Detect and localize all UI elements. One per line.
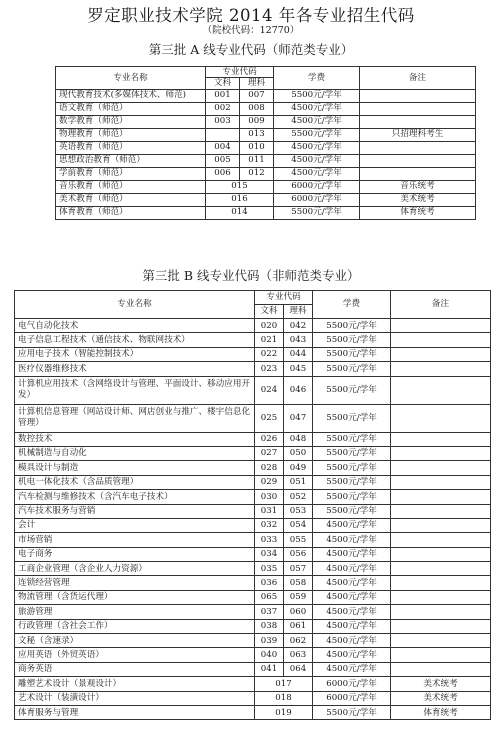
note-cell (391, 619, 491, 633)
tuition-cell: 5500元/学年 (313, 461, 391, 475)
science-code-cell: 059 (284, 590, 313, 604)
note-cell: 只招理科考生 (360, 128, 476, 141)
note-cell (391, 376, 491, 404)
note-cell (391, 533, 491, 547)
major-name-cell: 体育教育（师范） (56, 206, 206, 219)
note-cell (391, 362, 491, 376)
major-name-cell: 工商企业管理（含企业人力资源） (15, 562, 255, 576)
major-name-cell: 汽车检测与维修技术（含汽车电子技术） (15, 490, 255, 504)
note-cell (391, 319, 491, 333)
major-name-cell: 应用电子技术（智能控制技术） (15, 347, 255, 361)
tuition-cell: 5500元/学年 (313, 404, 391, 432)
table-row (56, 154, 476, 167)
table-row (56, 180, 476, 193)
table-row (15, 677, 491, 691)
header-fee: 学费 (313, 291, 391, 319)
tuition-cell: 4500元/学年 (313, 533, 391, 547)
major-name-cell: 文秘（含速录） (15, 634, 255, 648)
note-cell (391, 590, 491, 604)
table-row (15, 605, 491, 619)
major-name-cell: 学前教育（师范） (56, 167, 206, 180)
arts-code-cell: 020 (255, 319, 284, 333)
science-code-cell: 055 (284, 533, 313, 547)
science-code-cell: 052 (284, 490, 313, 504)
arts-code-cell (206, 128, 240, 141)
table-row (56, 206, 476, 219)
major-name-cell: 音乐教育（师范） (56, 180, 206, 193)
table-row (15, 562, 491, 576)
table-row (56, 167, 476, 180)
arts-code-cell: 035 (255, 562, 284, 576)
header-science: 理科 (284, 305, 313, 319)
arts-code-cell: 037 (255, 605, 284, 619)
tuition-cell: 4500元/学年 (313, 576, 391, 590)
major-name-cell: 英语教育（师范） (56, 141, 206, 154)
note-cell (391, 432, 491, 446)
arts-code-cell: 029 (255, 475, 284, 489)
arts-code-cell: 024 (255, 376, 284, 404)
note-cell: 体育统考 (360, 206, 476, 219)
arts-code-cell: 036 (255, 576, 284, 590)
note-cell (391, 518, 491, 532)
tuition-cell: 5500元/学年 (313, 319, 391, 333)
tuition-cell: 5500元/学年 (313, 376, 391, 404)
note-cell: 音乐统考 (360, 180, 476, 193)
section-b-table (14, 290, 491, 720)
tuition-cell: 5500元/学年 (313, 490, 391, 504)
arts-code-cell: 026 (255, 432, 284, 446)
arts-code-cell: 002 (206, 102, 240, 115)
arts-code-cell: 028 (255, 461, 284, 475)
note-cell (360, 89, 476, 102)
note-cell: 美术统考 (391, 677, 491, 691)
tuition-cell: 4500元/学年 (274, 115, 360, 128)
table-row (15, 547, 491, 561)
note-cell (391, 504, 491, 518)
table-row (15, 475, 491, 489)
arts-code-cell: 001 (206, 89, 240, 102)
major-name-cell: 物理教育（师范） (56, 128, 206, 141)
major-name-cell: 体育服务与管理 (15, 705, 255, 719)
major-name-cell: 美术教育（师范） (56, 193, 206, 206)
note-cell (391, 547, 491, 561)
tuition-cell: 5500元/学年 (313, 504, 391, 518)
arts-code-cell: 023 (255, 362, 284, 376)
table-row (56, 115, 476, 128)
major-name-cell: 数控技术 (15, 432, 255, 446)
major-name-cell: 模具设计与制造 (15, 461, 255, 475)
arts-code-cell: 030 (255, 490, 284, 504)
table-row (15, 362, 491, 376)
table-row (15, 319, 491, 333)
major-name-cell: 思想政治教育（师范） (56, 154, 206, 167)
table-row (15, 347, 491, 361)
table-row (15, 376, 491, 404)
arts-code-cell: 041 (255, 662, 284, 676)
science-code-cell: 045 (284, 362, 313, 376)
note-cell (360, 167, 476, 180)
section-a-heading: 第三批 A 线专业代码（师范类专业） (148, 42, 354, 57)
major-name-cell: 语文教育（师范） (56, 102, 206, 115)
science-code-cell: 044 (284, 347, 313, 361)
arts-code-cell: 065 (255, 590, 284, 604)
note-cell: 体育统考 (391, 705, 491, 719)
science-code-cell: 051 (284, 475, 313, 489)
tuition-cell: 4500元/学年 (313, 590, 391, 604)
major-name-cell: 电子信息工程技术（通信技术、物联网技术） (15, 333, 255, 347)
major-name-cell: 电子商务 (15, 547, 255, 561)
major-name-cell: 机电一体化技术（含品质管理） (15, 475, 255, 489)
table-row (15, 432, 491, 446)
header-fee: 学费 (274, 67, 360, 90)
note-cell (391, 576, 491, 590)
science-code-cell: 007 (240, 89, 274, 102)
science-code-cell: 063 (284, 648, 313, 662)
table-row (15, 333, 491, 347)
major-name-cell: 市场营销 (15, 533, 255, 547)
header-science: 理科 (240, 78, 274, 89)
science-code-cell: 046 (284, 376, 313, 404)
major-code-cell: 015 (206, 180, 274, 193)
note-cell (391, 662, 491, 676)
tuition-cell: 4500元/学年 (313, 662, 391, 676)
tuition-cell: 5500元/学年 (313, 333, 391, 347)
tuition-cell: 4500元/学年 (274, 141, 360, 154)
science-code-cell: 050 (284, 446, 313, 460)
tuition-cell: 4500元/学年 (313, 619, 391, 633)
header-name: 专业名称 (15, 291, 255, 319)
science-code-cell: 008 (240, 102, 274, 115)
section-b-heading: 第三批 B 线专业代码（非师范类专业） (142, 268, 360, 283)
note-cell (391, 634, 491, 648)
major-code-cell: 014 (206, 206, 274, 219)
science-code-cell: 053 (284, 504, 313, 518)
tuition-cell: 6000元/学年 (274, 193, 360, 206)
major-code-cell: 016 (206, 193, 274, 206)
tuition-cell: 5500元/学年 (274, 206, 360, 219)
major-name-cell: 旅游管理 (15, 605, 255, 619)
science-code-cell: 043 (284, 333, 313, 347)
major-name-cell: 行政管理（含社会工作） (15, 619, 255, 633)
arts-code-cell: 033 (255, 533, 284, 547)
table-row (56, 141, 476, 154)
school-code: （院校代码：12770） (202, 25, 300, 36)
note-cell (391, 404, 491, 432)
major-code-cell: 019 (255, 705, 313, 719)
note-cell (391, 490, 491, 504)
table-row (56, 89, 476, 102)
note-cell (391, 605, 491, 619)
table-row (15, 404, 491, 432)
science-code-cell: 056 (284, 547, 313, 561)
table-row (15, 446, 491, 460)
tuition-cell: 4500元/学年 (313, 547, 391, 561)
header-code: 专业代码 (206, 67, 274, 78)
arts-code-cell: 027 (255, 446, 284, 460)
table-row (15, 533, 491, 547)
header-note: 备注 (391, 291, 491, 319)
table-row (15, 504, 491, 518)
tuition-cell: 5500元/学年 (313, 362, 391, 376)
tuition-cell: 5500元/学年 (313, 475, 391, 489)
tuition-cell: 4500元/学年 (313, 518, 391, 532)
major-name-cell: 汽车技术服务与营销 (15, 504, 255, 518)
major-name-cell: 商务英语 (15, 662, 255, 676)
header-arts: 文科 (255, 305, 284, 319)
header-arts: 文科 (206, 78, 240, 89)
major-name-cell: 应用英语（外贸英语） (15, 648, 255, 662)
major-name-cell: 计算机应用技术（含网络设计与管理、平面设计、移动应用开发） (15, 376, 255, 404)
arts-code-cell: 003 (206, 115, 240, 128)
tuition-cell: 4500元/学年 (274, 167, 360, 180)
science-code-cell: 054 (284, 518, 313, 532)
table-row (56, 193, 476, 206)
arts-code-cell: 034 (255, 547, 284, 561)
note-cell: 美术统考 (391, 691, 491, 705)
major-name-cell: 物流管理（含货运代理） (15, 590, 255, 604)
science-code-cell: 011 (240, 154, 274, 167)
table-row (15, 691, 491, 705)
arts-code-cell: 038 (255, 619, 284, 633)
major-name-cell: 电气自动化技术 (15, 319, 255, 333)
major-name-cell: 机械制造与自动化 (15, 446, 255, 460)
note-cell (391, 333, 491, 347)
table-row (15, 662, 491, 676)
note-cell (391, 475, 491, 489)
tuition-cell: 4500元/学年 (313, 648, 391, 662)
tuition-cell: 4500元/学年 (274, 154, 360, 167)
tuition-cell: 6000元/学年 (313, 677, 391, 691)
header-note: 备注 (360, 67, 476, 90)
note-cell (360, 102, 476, 115)
science-code-cell: 049 (284, 461, 313, 475)
tuition-cell: 4500元/学年 (313, 634, 391, 648)
tuition-cell: 4500元/学年 (313, 562, 391, 576)
science-code-cell: 047 (284, 404, 313, 432)
table-row (15, 490, 491, 504)
header-code: 专业代码 (255, 291, 313, 305)
arts-code-cell: 025 (255, 404, 284, 432)
science-code-cell: 012 (240, 167, 274, 180)
note-cell (360, 154, 476, 167)
note-cell (391, 347, 491, 361)
science-code-cell: 058 (284, 576, 313, 590)
science-code-cell: 061 (284, 619, 313, 633)
tuition-cell: 5500元/学年 (313, 432, 391, 446)
arts-code-cell: 021 (255, 333, 284, 347)
major-name-cell: 数学教育（师范） (56, 115, 206, 128)
arts-code-cell: 022 (255, 347, 284, 361)
major-name-cell: 艺术设计（装潢设计） (15, 691, 255, 705)
major-name-cell: 连锁经营管理 (15, 576, 255, 590)
table-row (15, 619, 491, 633)
table-row (15, 648, 491, 662)
note-cell: 美术统考 (360, 193, 476, 206)
science-code-cell: 042 (284, 319, 313, 333)
table-row (15, 705, 491, 719)
tuition-cell: 6000元/学年 (313, 691, 391, 705)
major-code-cell: 017 (255, 677, 313, 691)
major-name-cell: 计算机信息管理（网站设计师、网店创业与推广、楼宇信息化管理） (15, 404, 255, 432)
science-code-cell: 013 (240, 128, 274, 141)
note-cell (360, 141, 476, 154)
arts-code-cell: 005 (206, 154, 240, 167)
tuition-cell: 5500元/学年 (313, 347, 391, 361)
tuition-cell: 5500元/学年 (274, 128, 360, 141)
arts-code-cell: 006 (206, 167, 240, 180)
tuition-cell: 6000元/学年 (274, 180, 360, 193)
major-name-cell: 雕塑艺术设计（景观设计） (15, 677, 255, 691)
science-code-cell: 057 (284, 562, 313, 576)
table-row (56, 102, 476, 115)
major-name-cell: 医疗仪器维修技术 (15, 362, 255, 376)
document-title: 罗定职业技术学院 2014 年各专业招生代码 (87, 6, 415, 25)
arts-code-cell: 032 (255, 518, 284, 532)
section-a-table (55, 66, 476, 220)
tuition-cell: 4500元/学年 (274, 102, 360, 115)
tuition-cell: 5500元/学年 (274, 89, 360, 102)
tuition-cell: 5500元/学年 (313, 446, 391, 460)
science-code-cell: 060 (284, 605, 313, 619)
note-cell (391, 562, 491, 576)
table-row (15, 518, 491, 532)
arts-code-cell: 031 (255, 504, 284, 518)
note-cell (391, 648, 491, 662)
major-name-cell: 现代教育技术(多媒体技术、师范) (56, 89, 206, 102)
major-name-cell: 会计 (15, 518, 255, 532)
arts-code-cell: 039 (255, 634, 284, 648)
table-row (15, 634, 491, 648)
tuition-cell: 5500元/学年 (313, 705, 391, 719)
header-name: 专业名称 (56, 67, 206, 90)
table-row (15, 461, 491, 475)
science-code-cell: 009 (240, 115, 274, 128)
science-code-cell: 048 (284, 432, 313, 446)
note-cell (360, 115, 476, 128)
tuition-cell: 4500元/学年 (313, 605, 391, 619)
note-cell (391, 461, 491, 475)
science-code-cell: 010 (240, 141, 274, 154)
table-row (15, 576, 491, 590)
arts-code-cell: 040 (255, 648, 284, 662)
science-code-cell: 062 (284, 634, 313, 648)
science-code-cell: 064 (284, 662, 313, 676)
arts-code-cell: 004 (206, 141, 240, 154)
table-row (56, 128, 476, 141)
table-row (15, 590, 491, 604)
major-code-cell: 018 (255, 691, 313, 705)
note-cell (391, 446, 491, 460)
